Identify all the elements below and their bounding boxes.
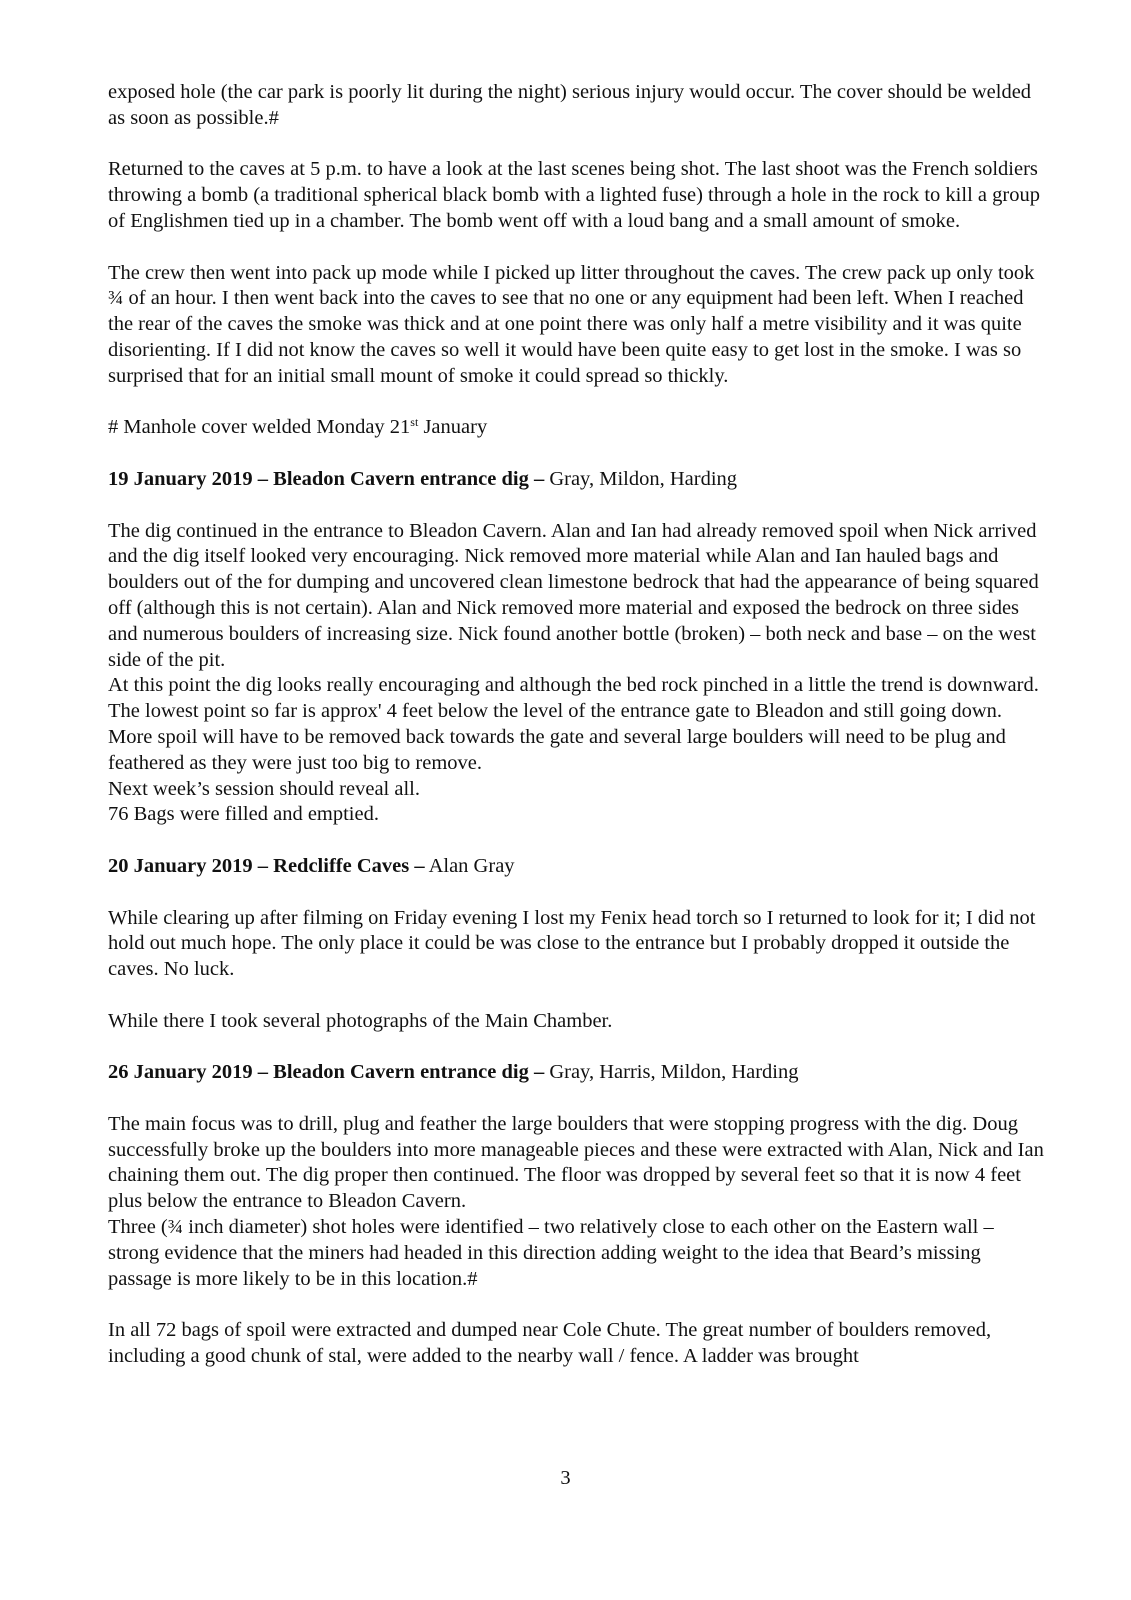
entry-heading-2-title: 20 January 2019 – Redcliffe Caves – [108, 854, 425, 877]
entry-2-paragraph-2: While there I took several photographs of the Main Chamber. [108, 1009, 613, 1032]
entry-2-paragraph-1: While clearing up after filming on Friday evening I lost my Fenix head torch so I returned to look for it; I did not hold out much hope. The only place it could be was close to the entrance but I probably dropped it outside the caves. No luck. [108, 906, 1036, 981]
entry-1-line-2: At this point the dig looks really encouraging and although the bed rock pinched in a little the trend is downward. The lowest point so far is approx' 4 feet below the level of the entrance gate to Bleadon and still going down. [108, 674, 1039, 723]
entry-1-line-1: The dig continued in the entrance to Bleadon Cavern. Alan and Ian had already removed spoil when Nick arrived and the dig itself looked very encouraging. Nick removed more material while Alan and Ian hauled bags and boulders out of the for dumping and uncovered clean limestone bedrock that had the appearance of being squared off (although this is not certain). Alan and Nick removed more material and exposed the bedrock on three sides and numerous boulders of increasing size. Nick found another bottle (broken) – both neck and base – on the west side of the pit. [108, 519, 1039, 671]
intro-paragraph-1: exposed hole (the car park is poorly lit during the night) serious injury would occur. The cover should be welded as soon as possible.# [108, 81, 1032, 129]
document-page [108, 80, 1048, 1370]
footnote-superscript: st [410, 415, 419, 430]
page-number: 3 [560, 1467, 571, 1489]
footnote-text: # Manhole cover welded Monday 21 [108, 416, 411, 439]
entry-heading-3-title: 26 January 2019 – Bleadon Cavern entrance dig – [108, 1061, 545, 1084]
entry-heading-1-title: 19 January 2019 – Bleadon Cavern entrance dig – [108, 467, 545, 490]
entry-1-line-5: 76 Bags were filled and emptied. [108, 803, 379, 826]
intro-paragraph-3: The crew then went into pack up mode while I picked up litter throughout the caves. The crew pack up only took ¾ of an hour. I then went back into the caves to see that no one or any equipment had been left. When I reached the rear of the caves the smoke was thick and at one point there was only half a metre visibility and it was quite disorienting. If I did not know the caves so well it would have been quite easy to get lost in the smoke. I was so surprised that for an initial small mount of smoke it could spread so thickly. [108, 261, 1035, 387]
entry-3-line-2: Three (¾ inch diameter) shot holes were identified – two relatively close to each other on the Eastern wall – strong evidence that the miners had headed in this direction adding weight to the idea that Beard’s missing passage is more likely to be in this location.# [108, 1216, 994, 1290]
entry-heading-3-people: Gray, Harris, Mildon, Harding [544, 1061, 799, 1084]
entry-heading-2 [108, 854, 1048, 880]
entry-heading-1 [108, 467, 1048, 493]
entry-heading-2-people: Alan Gray [424, 854, 515, 877]
entry-1-line-3: More spoil will have to be removed back towards the gate and several large boulders will need to be plug and feathered as they were just too big to remove. [108, 725, 1006, 774]
entry-heading-3 [108, 1060, 1048, 1086]
entry-heading-1-people: Gray, Mildon, Harding [544, 467, 738, 490]
intro-paragraph-2: Returned to the caves at 5 p.m. to have a look at the last scenes being shot. The last shoot was the French soldiers throwing a bomb (a traditional spherical black bomb with a lighted fuse) through a hole in the rock to kill a group of Englishmen tied up in a chamber. The bomb went off with a loud bang and a small amount of smoke. [108, 158, 1040, 232]
footnote [108, 415, 1048, 441]
entry-3-line-1: The main focus was to drill, plug and feather the large boulders that were stopping progress with the dig. Doug successfully broke up the boulders into more manageable pieces and these were extracted with Alan, Nick and Ian chaining them out. The dig proper then continued. The floor was dropped by several feet so that it is now 4 feet plus below the entrance to Bleadon Cavern. [108, 1112, 1044, 1213]
footnote-text-end: January [418, 416, 488, 439]
entry-1-line-4: Next week’s session should reveal all. [108, 777, 420, 800]
entry-3-paragraph-last: In all 72 bags of spoil were extracted and dumped near Cole Chute. The great number of boulders removed, including a good chunk of stal, were added to the nearby wall / fence. A ladder was brought [108, 1319, 992, 1368]
